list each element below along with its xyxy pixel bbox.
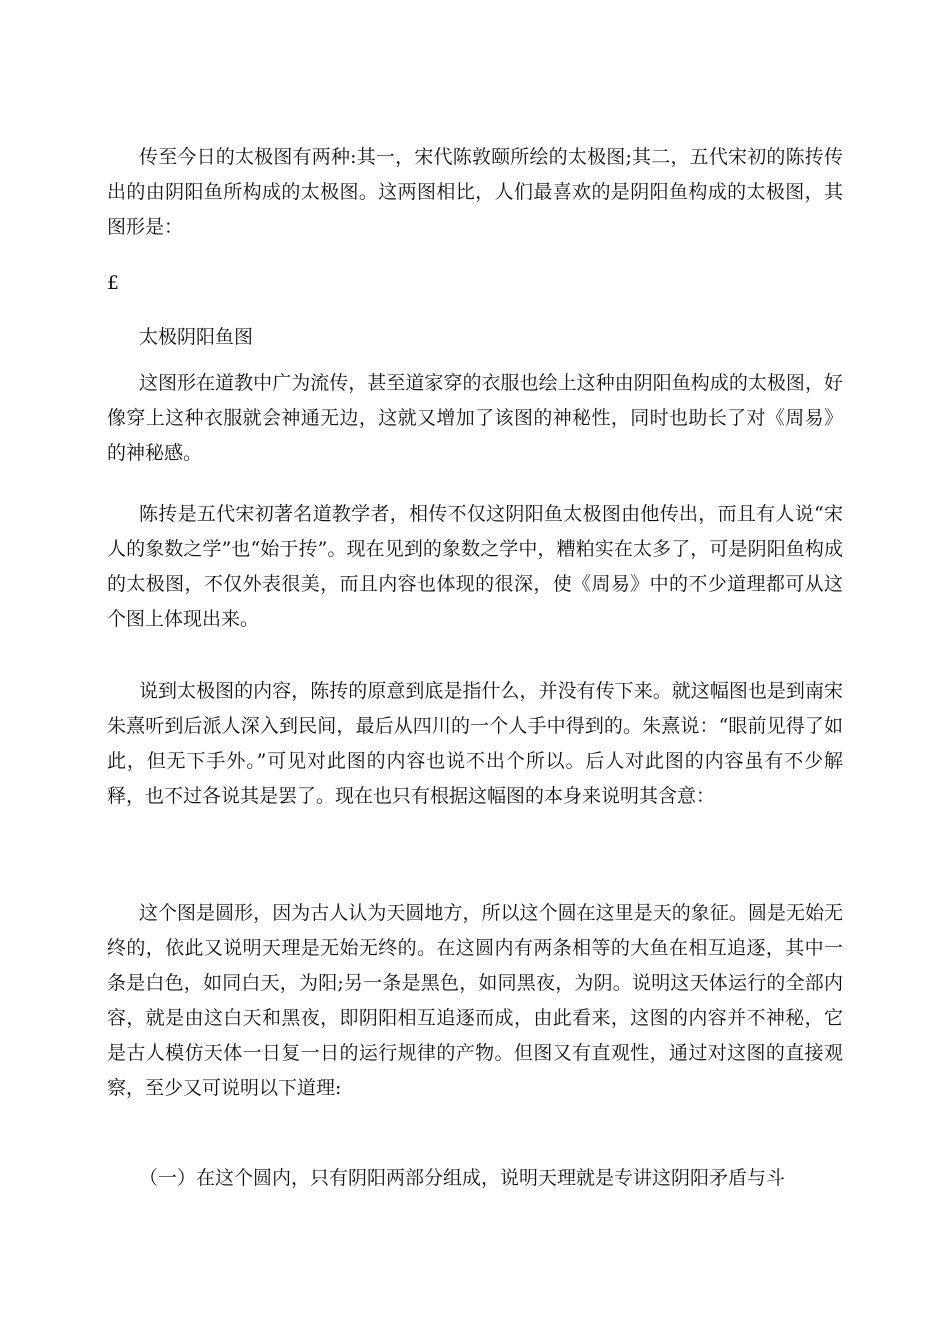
image-placeholder-symbol: £ bbox=[107, 272, 120, 294]
paragraph-5: 这个图是圆形，因为古人认为天圆地方，所以这个圆在这里是天的象征。圆是无始无终的，依此又说明天理是无始无终的。在这圆内有两条相等的大鱼在相互追逐，其中一条是白色，如同白天，为阳;另一条是黑色，如同黑夜，为阴。说明这天体运行的全部内容，就是由这白天和黑夜，即阴阳相互追逐而成，由此看来，这图的内容并不神秘，它是古人模仿天体一日复一日的运行规律的产物。但图又有直观性，通过对这图的直接观察，至少又可说明以下道理: bbox=[107, 902, 843, 1099]
paragraph-1: 传至今日的太极图有两种:其一，宋代陈敦颐所绘的太极图;其二，五代宋初的陈抟传出的由阴阳鱼所构成的太极图。这两图相比，人们最喜欢的是阴阳鱼构成的太极图，其图形是： bbox=[107, 146, 843, 238]
paragraph-3: 陈抟是五代宋初著名道教学者，相传不仅这阴阳鱼太极图由他传出，而且有人说“宋人的象数之学”也“始于抟”。现在见到的象数之学中，糟粕实在太多了，可是阴阳鱼构成的太极图，不仅外表很美，而且内容也体现的很深，使《周易》中的不少道理都可从这个图上体现出来。 bbox=[107, 503, 843, 630]
paragraph-4: 说到太极图的内容，陈抟的原意到底是指什么，并没有传下来。就这幅图也是到南宋朱熹听到后派人深入到民间，最后从四川的一个人手中得到的。朱熹说：“眼前见得了如此，但无下手外。”可见对此图的内容也说不出个所以。后人对此图的内容虽有不少解释，也不过各说其是罢了。现在也只有根据这幅图的本身来说明其含意： bbox=[107, 680, 843, 807]
figure-caption: 太极阴阳鱼图 bbox=[139, 326, 254, 348]
paragraph-2: 这图形在道教中广为流传，甚至道家穿的衣服也绘上这种由阴阳鱼构成的太极图，好像穿上这种衣服就会神通无边，这就又增加了该图的神秘性，同时也助长了对《周易》的神秘感。 bbox=[107, 372, 843, 464]
paragraph-6: （一）在这个圆内，只有阴阳两部分组成，说明天理就是专讲这阴阳矛盾与斗 bbox=[139, 1167, 786, 1189]
